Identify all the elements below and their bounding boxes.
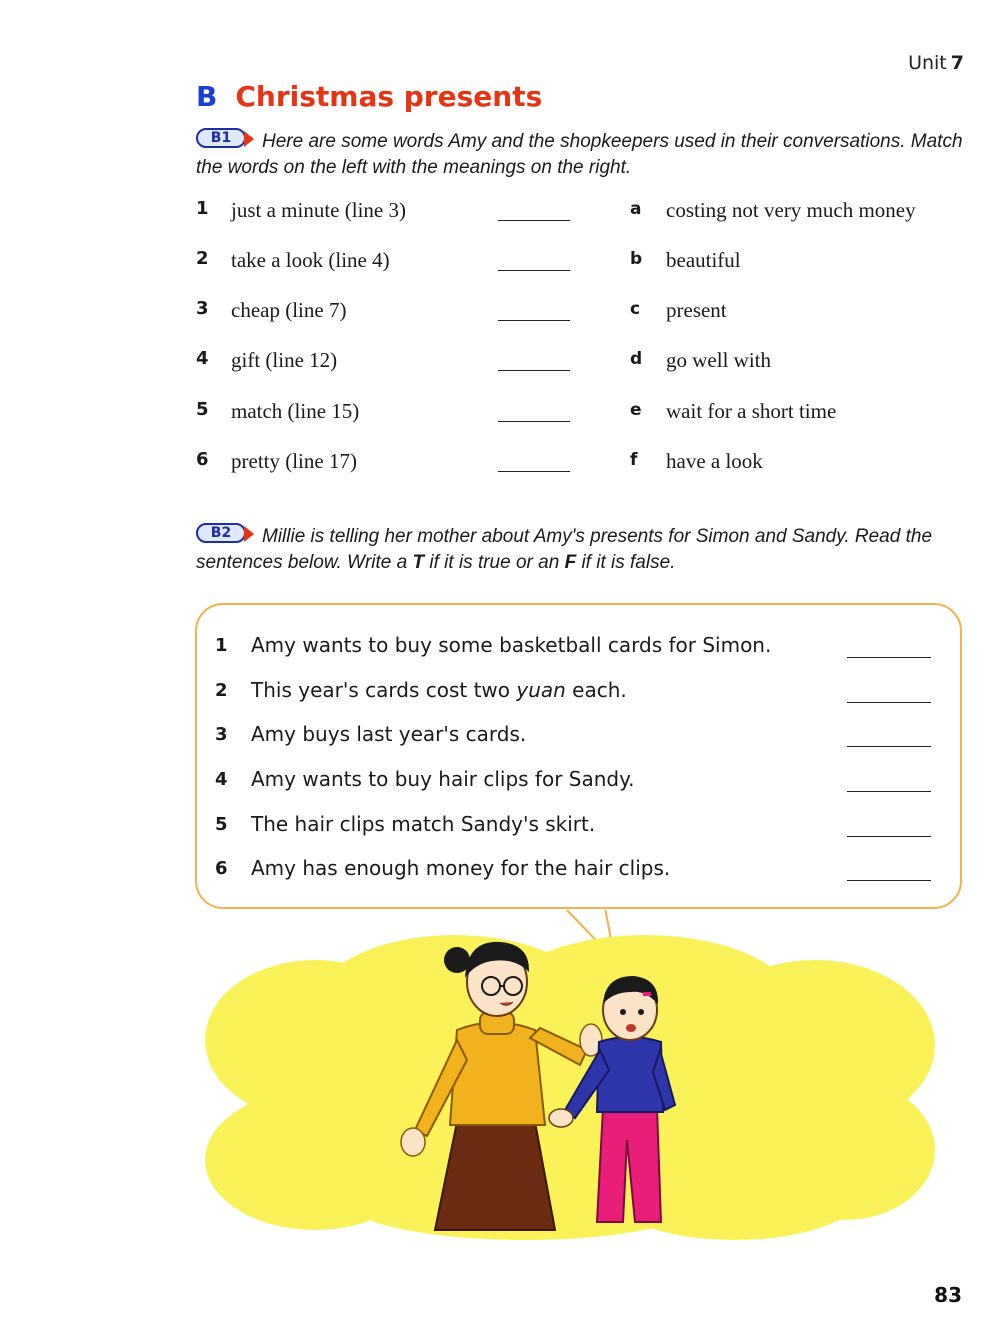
match-row <box>196 298 976 328</box>
tf-statement-row <box>215 852 935 886</box>
match-number: 2 <box>196 248 209 269</box>
yellow-cloud-shape <box>205 935 935 1240</box>
answer-blank[interactable] <box>847 657 931 658</box>
answer-blank[interactable] <box>847 791 931 792</box>
meaning-letter: b <box>630 249 643 269</box>
match-word: match (line 15) <box>231 399 360 423</box>
statement-italic-word: yuan <box>516 678 566 702</box>
match-word: gift (line 12) <box>231 348 338 372</box>
section-title-text: Christmas presents <box>235 80 543 113</box>
answer-blank[interactable] <box>498 220 570 221</box>
meaning-text: present <box>666 298 727 322</box>
statement-text: Amy wants to buy hair clips for Sandy. <box>251 767 635 791</box>
meaning-letter: f <box>630 450 638 470</box>
statement-number: 3 <box>215 724 228 745</box>
false-letter: F <box>564 552 577 573</box>
match-number: 6 <box>196 449 209 470</box>
answer-blank[interactable] <box>498 421 570 422</box>
b2-badge <box>196 523 254 545</box>
answer-blank[interactable] <box>847 836 931 837</box>
match-row <box>196 348 976 378</box>
conversation-illustration <box>195 900 945 1240</box>
play-arrow-icon <box>244 131 254 147</box>
answer-blank[interactable] <box>498 320 570 321</box>
b2-instruction-part: if it is false. <box>576 552 676 573</box>
unit-label-text: Unit <box>908 52 947 74</box>
play-arrow-icon <box>244 526 254 542</box>
match-word: pretty (line 17) <box>231 449 357 473</box>
meaning-text: have a look <box>666 449 763 473</box>
match-row <box>196 399 976 429</box>
b2-instruction-part: Millie is telling her mother about Amy's presents for Simon and Sandy. Read the sentences below. Write a <box>196 526 933 573</box>
statement-number: 1 <box>215 635 228 656</box>
meaning-letter: d <box>630 349 643 369</box>
section-letter: B <box>196 80 218 113</box>
match-word: cheap (line 7) <box>231 298 347 322</box>
answer-blank[interactable] <box>498 370 570 371</box>
meaning-text: beautiful <box>666 248 741 272</box>
b1-badge <box>196 128 254 150</box>
match-word: take a look (line 4) <box>231 248 390 272</box>
b1-badge-label: B1 <box>196 128 246 148</box>
page-number: 83 <box>934 1283 962 1307</box>
meaning-text: go well with <box>666 348 771 372</box>
statement-text-part: This year's cards cost two <box>251 678 517 702</box>
statement-number: 4 <box>215 769 228 790</box>
tf-statement-row <box>215 763 935 797</box>
tf-statement-row <box>215 674 935 708</box>
meaning-text: wait for a short time <box>666 399 837 423</box>
match-word: just a minute (line 3) <box>231 198 406 222</box>
b2-badge-label: B2 <box>196 523 246 543</box>
tf-statement-row <box>215 808 935 842</box>
match-number: 5 <box>196 399 209 420</box>
unit-label <box>908 52 964 74</box>
meaning-text: costing not very much money <box>666 198 916 222</box>
match-row <box>196 198 976 228</box>
speech-bubble <box>195 603 962 909</box>
answer-blank[interactable] <box>847 746 931 747</box>
b2-instruction-block <box>196 523 962 576</box>
answer-blank[interactable] <box>498 270 570 271</box>
statement-text: The hair clips match Sandy's skirt. <box>251 812 596 836</box>
tf-statement-row <box>215 629 935 663</box>
statement-text-part: each. <box>565 678 627 702</box>
meaning-letter: a <box>630 199 642 219</box>
statement-text: Amy wants to buy some basketball cards for Simon. <box>251 633 772 657</box>
b2-instruction-part: if it is true or an <box>424 552 565 573</box>
match-row <box>196 248 976 278</box>
true-letter: T <box>412 552 425 573</box>
answer-blank[interactable] <box>498 471 570 472</box>
match-row <box>196 449 976 479</box>
statement-text: Amy buys last year's cards. <box>251 722 527 746</box>
match-number: 4 <box>196 348 209 369</box>
b1-instruction: Here are some words Amy and the shopkeepers used in their conversations. Match the words on the left with the meanings on the right. <box>196 131 963 178</box>
match-number: 3 <box>196 298 209 319</box>
statement-text <box>251 678 627 702</box>
answer-blank[interactable] <box>847 880 931 881</box>
statement-number: 6 <box>215 858 228 879</box>
section-title <box>196 80 542 113</box>
b1-instruction-block <box>196 128 966 181</box>
meaning-letter: e <box>630 400 642 420</box>
unit-number: 7 <box>950 52 964 74</box>
statement-number: 2 <box>215 680 228 701</box>
meaning-letter: c <box>630 299 641 319</box>
tf-statement-row <box>215 718 935 752</box>
match-number: 1 <box>196 198 209 219</box>
statement-text: Amy has enough money for the hair clips. <box>251 856 671 880</box>
answer-blank[interactable] <box>847 702 931 703</box>
statement-number: 5 <box>215 814 228 835</box>
